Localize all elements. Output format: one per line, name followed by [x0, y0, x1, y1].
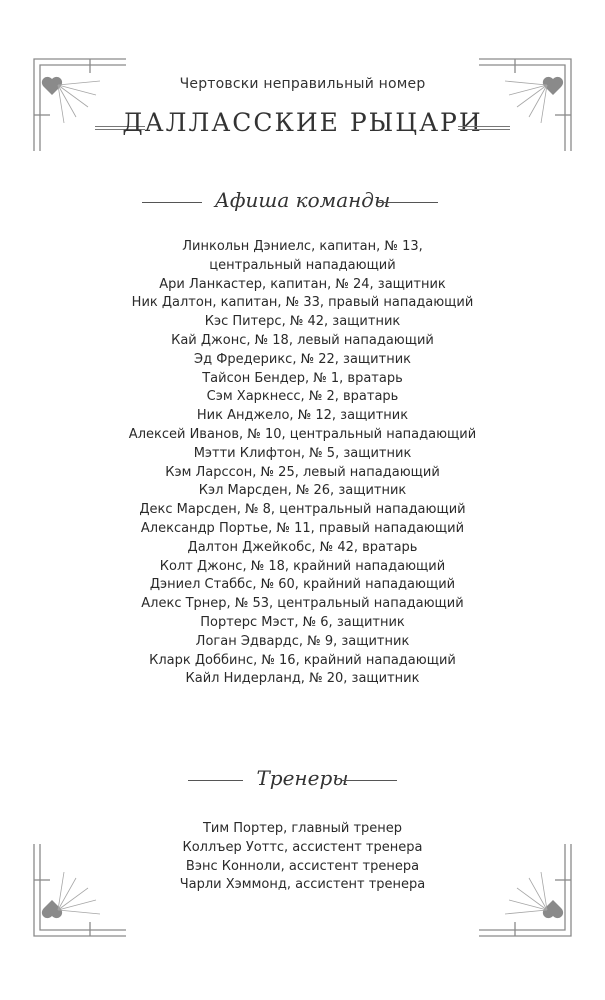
- roster-item: Далтон Джейкобс, № 42, вратарь: [187, 539, 418, 555]
- roster-item: Кэм Ларссон, № 25, левый нападающий: [165, 464, 440, 480]
- roster-item: Линкольн Дэниелс, капитан, № 13,: [182, 239, 423, 254]
- roster-item: Ник Анджело, № 12, защитник: [196, 408, 409, 424]
- coaches-item: Коллъер Уоттс, ассистент тренера: [182, 839, 423, 855]
- roster-item: Мэтти Клифтон, № 5, защитник: [193, 445, 412, 461]
- roster-item: Эд Фредерикс, № 22, защитник: [194, 351, 411, 367]
- roster-item: Ари Ланкастер, капитан, № 24, защитник: [159, 276, 446, 292]
- roster-item: Кайл Нидерланд, № 20, защитник: [185, 671, 420, 687]
- coaches-title: Тренеры: [256, 766, 349, 790]
- roster-item: Ник Далтон, капитан, № 33, правый нападающий: [131, 295, 474, 311]
- coaches-item: Чарли Хэммонд, ассистент тренера: [179, 877, 426, 893]
- roster-item: Кэл Марсден, № 26, защитник: [198, 483, 407, 499]
- series-subtitle: Чертовски неправильный номер: [179, 76, 426, 92]
- roster-title: Афиша команды: [214, 188, 391, 212]
- coaches-divider-right: [342, 780, 397, 781]
- coaches-list: [0, 820, 605, 895]
- roster-item: Декс Марсден, № 8, центральный нападающий: [139, 502, 466, 518]
- roster-item: Алексей Иванов, № 10, центральный нападающий: [128, 426, 477, 442]
- roster-item: Кэс Питерс, № 42, защитник: [204, 314, 401, 330]
- roster-item: Сэм Харкнесс, № 2, вратарь: [206, 389, 399, 405]
- roster-item: Кларк Доббинс, № 16, крайний нападающий: [149, 652, 456, 668]
- roster-item: Дэниел Стаббс, № 60, крайний нападающий: [149, 577, 456, 593]
- roster-item: Логан Эдвардс, № 9, защитник: [195, 633, 410, 649]
- roster-item: центральный нападающий: [209, 257, 396, 273]
- title-divider-right: [458, 126, 510, 130]
- roster-item: Кай Джонс, № 18, левый нападающий: [171, 332, 434, 348]
- roster-item: Колт Джонс, № 18, крайний нападающий: [159, 558, 446, 574]
- roster-item: Портерс Мэст, № 6, защитник: [200, 614, 405, 630]
- title-row: [0, 108, 605, 144]
- roster-item: Александр Портье, № 11, правый нападающий: [140, 520, 465, 536]
- roster-heading: [0, 188, 605, 218]
- page-title: ДАЛЛАССКИЕ РЫЦАРИ: [122, 108, 483, 137]
- roster-list: [0, 238, 605, 689]
- roster-item: Алекс Трнер, № 53, центральный нападающий: [141, 596, 464, 612]
- coaches-item: Вэнс Конноли, ассистент тренера: [185, 858, 420, 874]
- roster-item: Тайсон Бендер, № 1, вратарь: [202, 370, 403, 386]
- coaches-item: Тим Портер, главный тренер: [202, 821, 403, 836]
- roster-divider-right: [378, 202, 438, 203]
- coaches-heading: [0, 766, 605, 796]
